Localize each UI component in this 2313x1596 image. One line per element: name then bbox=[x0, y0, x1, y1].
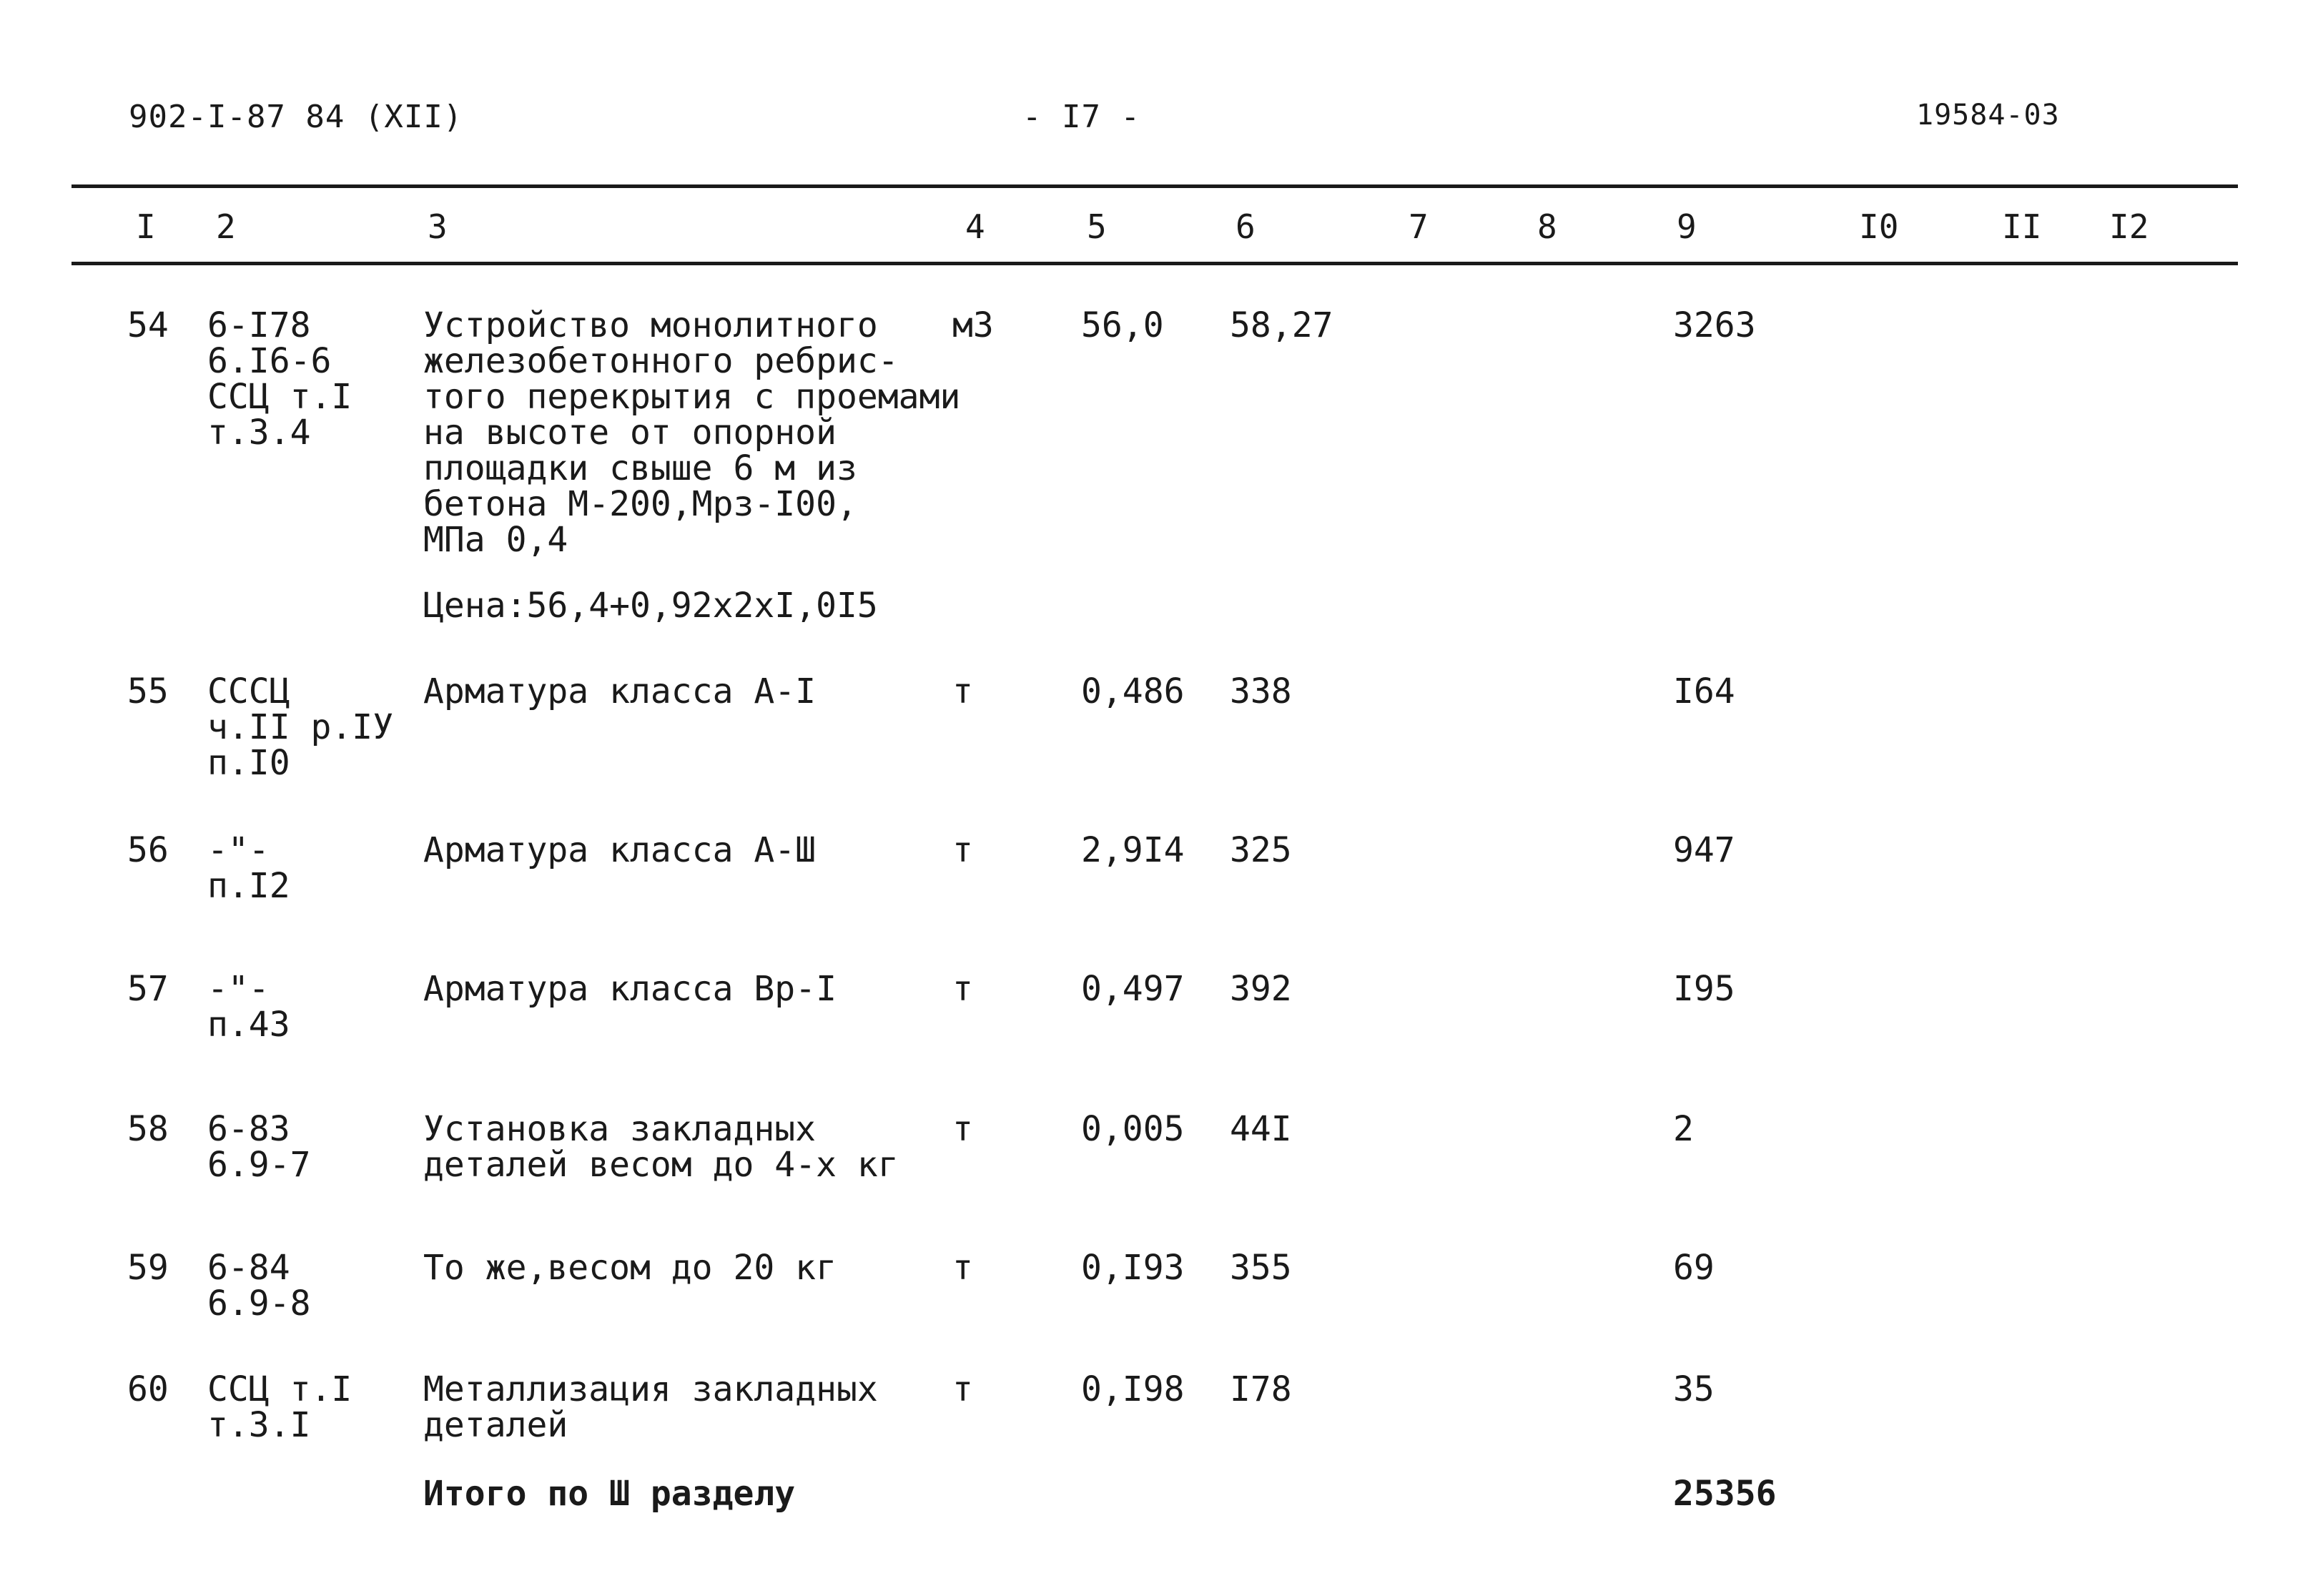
unit: м3 bbox=[952, 305, 994, 345]
work-description: Арматура класса А-I bbox=[423, 671, 817, 711]
total-cost: 3263 bbox=[1673, 305, 1756, 345]
quantity: 0,497 bbox=[1081, 969, 1185, 1009]
work-description: То же,весом до 20 кг bbox=[423, 1248, 837, 1288]
column-header: 6 bbox=[1236, 207, 1256, 246]
unit-price: 355 bbox=[1230, 1248, 1292, 1288]
total-cost: I64 bbox=[1673, 671, 1735, 711]
norm-code: -"- п.I2 bbox=[207, 830, 290, 906]
column-header: I2 bbox=[2109, 207, 2149, 246]
price-note: Цена:56,4+0,92x2xI,0I5 bbox=[423, 586, 878, 626]
stamp-code: 19584-03 bbox=[1916, 99, 2060, 132]
unit: т bbox=[952, 1248, 973, 1288]
quantity: 0,I93 bbox=[1081, 1248, 1185, 1288]
unit-price: 392 bbox=[1230, 969, 1292, 1009]
work-description: Металлизация закладных деталей bbox=[423, 1369, 878, 1445]
column-header: II bbox=[2002, 207, 2042, 246]
row-number: 55 bbox=[127, 671, 169, 711]
row-number: 59 bbox=[127, 1248, 169, 1288]
total-cost: 69 bbox=[1673, 1248, 1715, 1288]
total-cost: I95 bbox=[1673, 969, 1735, 1009]
column-header: 7 bbox=[1409, 207, 1429, 246]
document-number: 902-I-87 84 (XII) bbox=[129, 99, 463, 135]
section-total-label: Итого по Ш разделу bbox=[423, 1474, 796, 1514]
norm-code: 6-83 6.9-7 bbox=[207, 1109, 311, 1185]
column-header: I bbox=[136, 207, 156, 246]
unit: т bbox=[952, 1369, 973, 1409]
unit: т bbox=[952, 969, 973, 1009]
norm-code: 6-I78 6.I6-6 ССЦ т.I т.3.4 bbox=[207, 305, 352, 453]
unit-price: 58,27 bbox=[1230, 305, 1333, 345]
column-header: 9 bbox=[1677, 207, 1697, 246]
column-header: 2 bbox=[216, 207, 236, 246]
header-bottom-rule bbox=[71, 262, 2238, 265]
section-total-value: 25356 bbox=[1673, 1474, 1777, 1514]
work-description: Установка закладных деталей весом до 4-х кг bbox=[423, 1109, 899, 1185]
unit-price: 325 bbox=[1230, 830, 1292, 870]
row-number: 58 bbox=[127, 1109, 169, 1149]
column-header: 3 bbox=[428, 207, 448, 246]
table-top-rule bbox=[71, 184, 2238, 188]
quantity: 2,9I4 bbox=[1081, 830, 1185, 870]
norm-code: 6-84 6.9-8 bbox=[207, 1248, 311, 1324]
quantity: 56,0 bbox=[1081, 305, 1164, 345]
work-description: Арматура класса Вр-I bbox=[423, 969, 837, 1009]
column-header: 4 bbox=[965, 207, 985, 246]
row-number: 54 bbox=[127, 305, 169, 345]
total-cost: 2 bbox=[1673, 1109, 1694, 1149]
unit: т bbox=[952, 830, 973, 870]
unit: т bbox=[952, 671, 973, 711]
column-header: I0 bbox=[1859, 207, 1899, 246]
total-cost: 35 bbox=[1673, 1369, 1715, 1409]
row-number: 57 bbox=[127, 969, 169, 1009]
page-number: - I7 - bbox=[1022, 99, 1140, 135]
work-description: Устройство монолитного железобетонного ребрис- того перекрытия с проемами на высоте от опорной площадки свыше 6 м из бетона М-200,Мрз-I00, МПа 0,4 bbox=[423, 305, 961, 560]
row-number: 56 bbox=[127, 830, 169, 870]
unit-price: I78 bbox=[1230, 1369, 1292, 1409]
unit-price: 338 bbox=[1230, 671, 1292, 711]
norm-code: ССЦ т.I т.3.I bbox=[207, 1369, 352, 1445]
unit-price: 44I bbox=[1230, 1109, 1292, 1149]
total-cost: 947 bbox=[1673, 830, 1735, 870]
quantity: 0,005 bbox=[1081, 1109, 1185, 1149]
norm-code: -"- п.43 bbox=[207, 969, 290, 1045]
norm-code: СССЦ ч.II р.IУ п.I0 bbox=[207, 671, 394, 783]
work-description: Арматура класса А-Ш bbox=[423, 830, 817, 870]
column-header: 8 bbox=[1537, 207, 1557, 246]
quantity: 0,I98 bbox=[1081, 1369, 1185, 1409]
quantity: 0,486 bbox=[1081, 671, 1185, 711]
unit: т bbox=[952, 1109, 973, 1149]
row-number: 60 bbox=[127, 1369, 169, 1409]
column-header: 5 bbox=[1087, 207, 1107, 246]
